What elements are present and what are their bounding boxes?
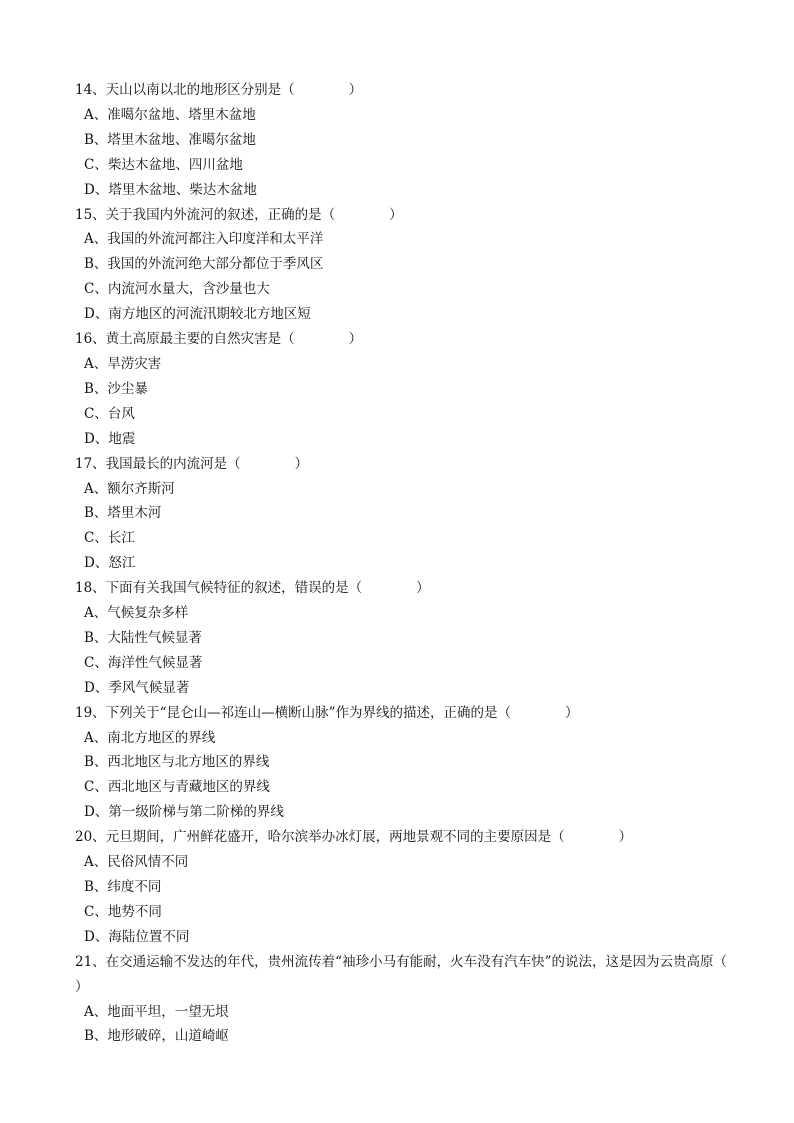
option-a: A、准噶尔盆地、塔里木盆地 xyxy=(84,106,256,123)
option-b: B、地形破碎，山道崎岖 xyxy=(84,1028,229,1045)
option-b: B、塔里木盆地、准噶尔盆地 xyxy=(84,131,256,148)
option-b: B、我国的外流河绝大部分都位于季风区 xyxy=(84,256,324,273)
option-a: A、地面平坦，一望无垠 xyxy=(84,1003,229,1020)
option-b: B、沙尘暴 xyxy=(84,380,148,397)
option-d: D、海陆位置不同 xyxy=(84,928,190,945)
question-stem: 14、天山以南以北的地形区分别是（ ） xyxy=(75,82,363,98)
question-16 xyxy=(75,327,735,452)
option-a: A、我国的外流河都注入印度洋和太平洋 xyxy=(84,231,324,248)
question-stem: 16、黄土高原最主要的自然灾害是（ ） xyxy=(75,331,363,348)
question-15 xyxy=(75,203,735,328)
option-a: A、额尔齐斯河 xyxy=(84,480,175,497)
option-d: D、怒江 xyxy=(84,555,136,572)
option-c: C、内流河水量大，含沙量也大 xyxy=(84,281,270,298)
option-d: D、塔里木盆地、柴达木盆地 xyxy=(84,181,257,198)
option-b: B、大陆性气候显著 xyxy=(84,629,202,646)
option-a: A、气候复杂多样 xyxy=(84,605,189,622)
question-stem: 20、元旦期间，广州鲜花盛开，哈尔滨举办冰灯展，两地景观不同的主要原因是（ ） xyxy=(75,829,633,846)
option-c: C、西北地区与青藏地区的界线 xyxy=(84,779,270,796)
option-d: D、地震 xyxy=(84,430,136,447)
option-b: B、纬度不同 xyxy=(84,879,162,895)
question-stem: 18、下面有关我国气候特征的叙述，错误的是（ ） xyxy=(75,580,430,597)
option-a: A、南北方地区的界线 xyxy=(84,729,216,746)
question-21 xyxy=(75,950,781,1050)
option-b: B、西北地区与北方地区的界线 xyxy=(84,754,270,771)
question-stem: 17、我国最长的内流河是（ ） xyxy=(75,455,309,472)
option-c: C、地势不同 xyxy=(84,903,162,920)
question-14 xyxy=(75,78,735,203)
question-stem: 15、关于我国内外流河的叙述，正确的是（ ） xyxy=(75,206,403,223)
question-stem: 19、下列关于“昆仑山—祁连山—横断山脉”作为界线的描述，正确的是（ ） xyxy=(75,704,579,721)
option-d: D、季风气候显著 xyxy=(84,679,190,696)
question-19 xyxy=(75,701,735,826)
option-c: C、长江 xyxy=(84,530,135,547)
question-18 xyxy=(75,576,735,701)
option-c: C、柴达木盆地、四川盆地 xyxy=(84,156,243,173)
option-d: D、第一级阶梯与第二阶梯的界线 xyxy=(84,804,284,821)
question-list xyxy=(75,78,781,1049)
question-20 xyxy=(75,825,735,950)
option-d: D、南方地区的河流汛期较北方地区短 xyxy=(84,306,311,323)
question-17 xyxy=(75,452,735,577)
option-a: A、旱涝灾害 xyxy=(84,355,162,372)
option-c: C、台风 xyxy=(84,405,135,422)
option-b: B、塔里木河 xyxy=(84,505,162,522)
option-a: A、民俗风情不同 xyxy=(84,854,189,871)
question-stem: 21、在交通运输不发达的年代，贵州流传着“袖珍小马有能耐，火车没有汽车快”的说法，这是因为云贵高原（ ） xyxy=(75,953,781,995)
option-c: C、海洋性气候显著 xyxy=(84,654,203,671)
